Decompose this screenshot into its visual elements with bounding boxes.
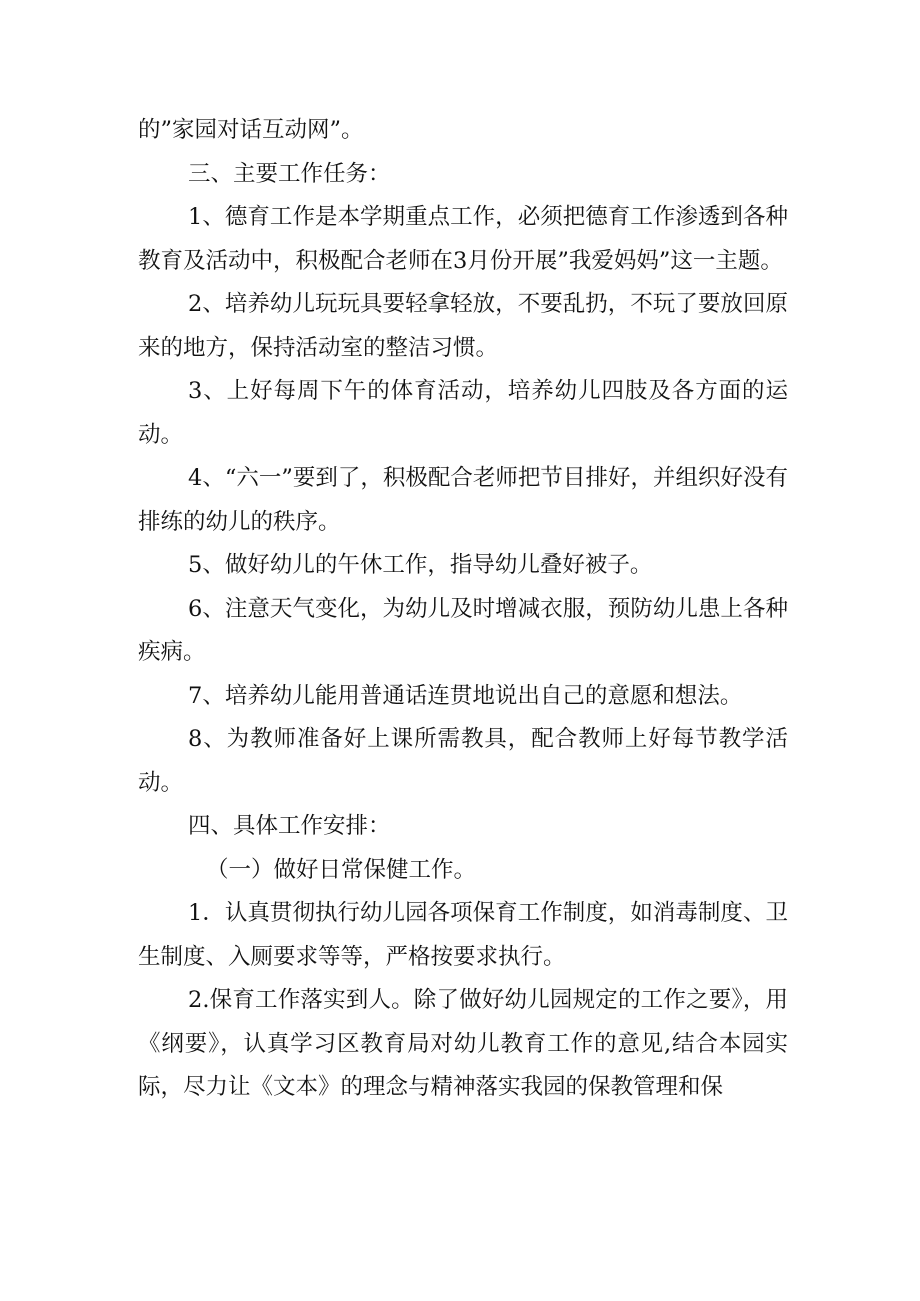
arrangement-item-2: 2.保育工作落实到人。除了做好幼儿园规定的工作之要》，用《纲要》，认真学习区教育局对幼儿教育工作的意见,结合本园实际，尽力让《文本》的理念与精神落实我园的保教管理和保 (138, 987, 788, 1100)
task-item-5: 5、做好幼儿的午休工作，指导幼儿叠好被子。 (188, 552, 653, 578)
task-item-2: 2、培养幼儿玩玩具要轻拿轻放，不要乱扔，不玩了要放回原来的地方，保持活动室的整洁习惯。 (138, 291, 788, 361)
document-body (138, 109, 788, 1110)
section-heading-main-tasks: 三、主要工作任务： (188, 160, 391, 187)
task-item-4: 4、“六一”要到了，积极配合老师把节目排好，并组织好没有排练的幼儿的秩序。 (138, 465, 788, 535)
section-heading-arrangements: 四、具体工作安排： (188, 813, 391, 839)
task-item-7: 7、培养幼儿能用普通话连贯地说出自己的意愿和想法。 (188, 682, 743, 709)
task-item-3: 3、上好每周下午的体育活动，培养幼儿四肢及各方面的运动。 (138, 378, 788, 448)
subsection-heading-daily-care: （一）做好日常保健工作。 (206, 856, 477, 883)
task-item-6: 6、注意天气变化，为幼儿及时增减衣服，预防幼儿患上各种疾病。 (138, 595, 788, 665)
task-item-1: 1、德育工作是本学期重点工作，必须把德育工作渗透到各种教育及活动中，积极配合老师在3月份开展”我爱妈妈”这一主题。 (138, 204, 788, 274)
task-item-8: 8、为教师准备好上课所需教具，配合教师上好每节教学活动。 (138, 726, 788, 796)
arrangement-item-1: 1．认真贯彻执行幼儿园各项保育工作制度，如消毒制度、卫生制度、入厕要求等等，严格按要求执行。 (138, 900, 788, 970)
paragraph-continuation: 的”家园对话互动网”。 (138, 117, 364, 143)
